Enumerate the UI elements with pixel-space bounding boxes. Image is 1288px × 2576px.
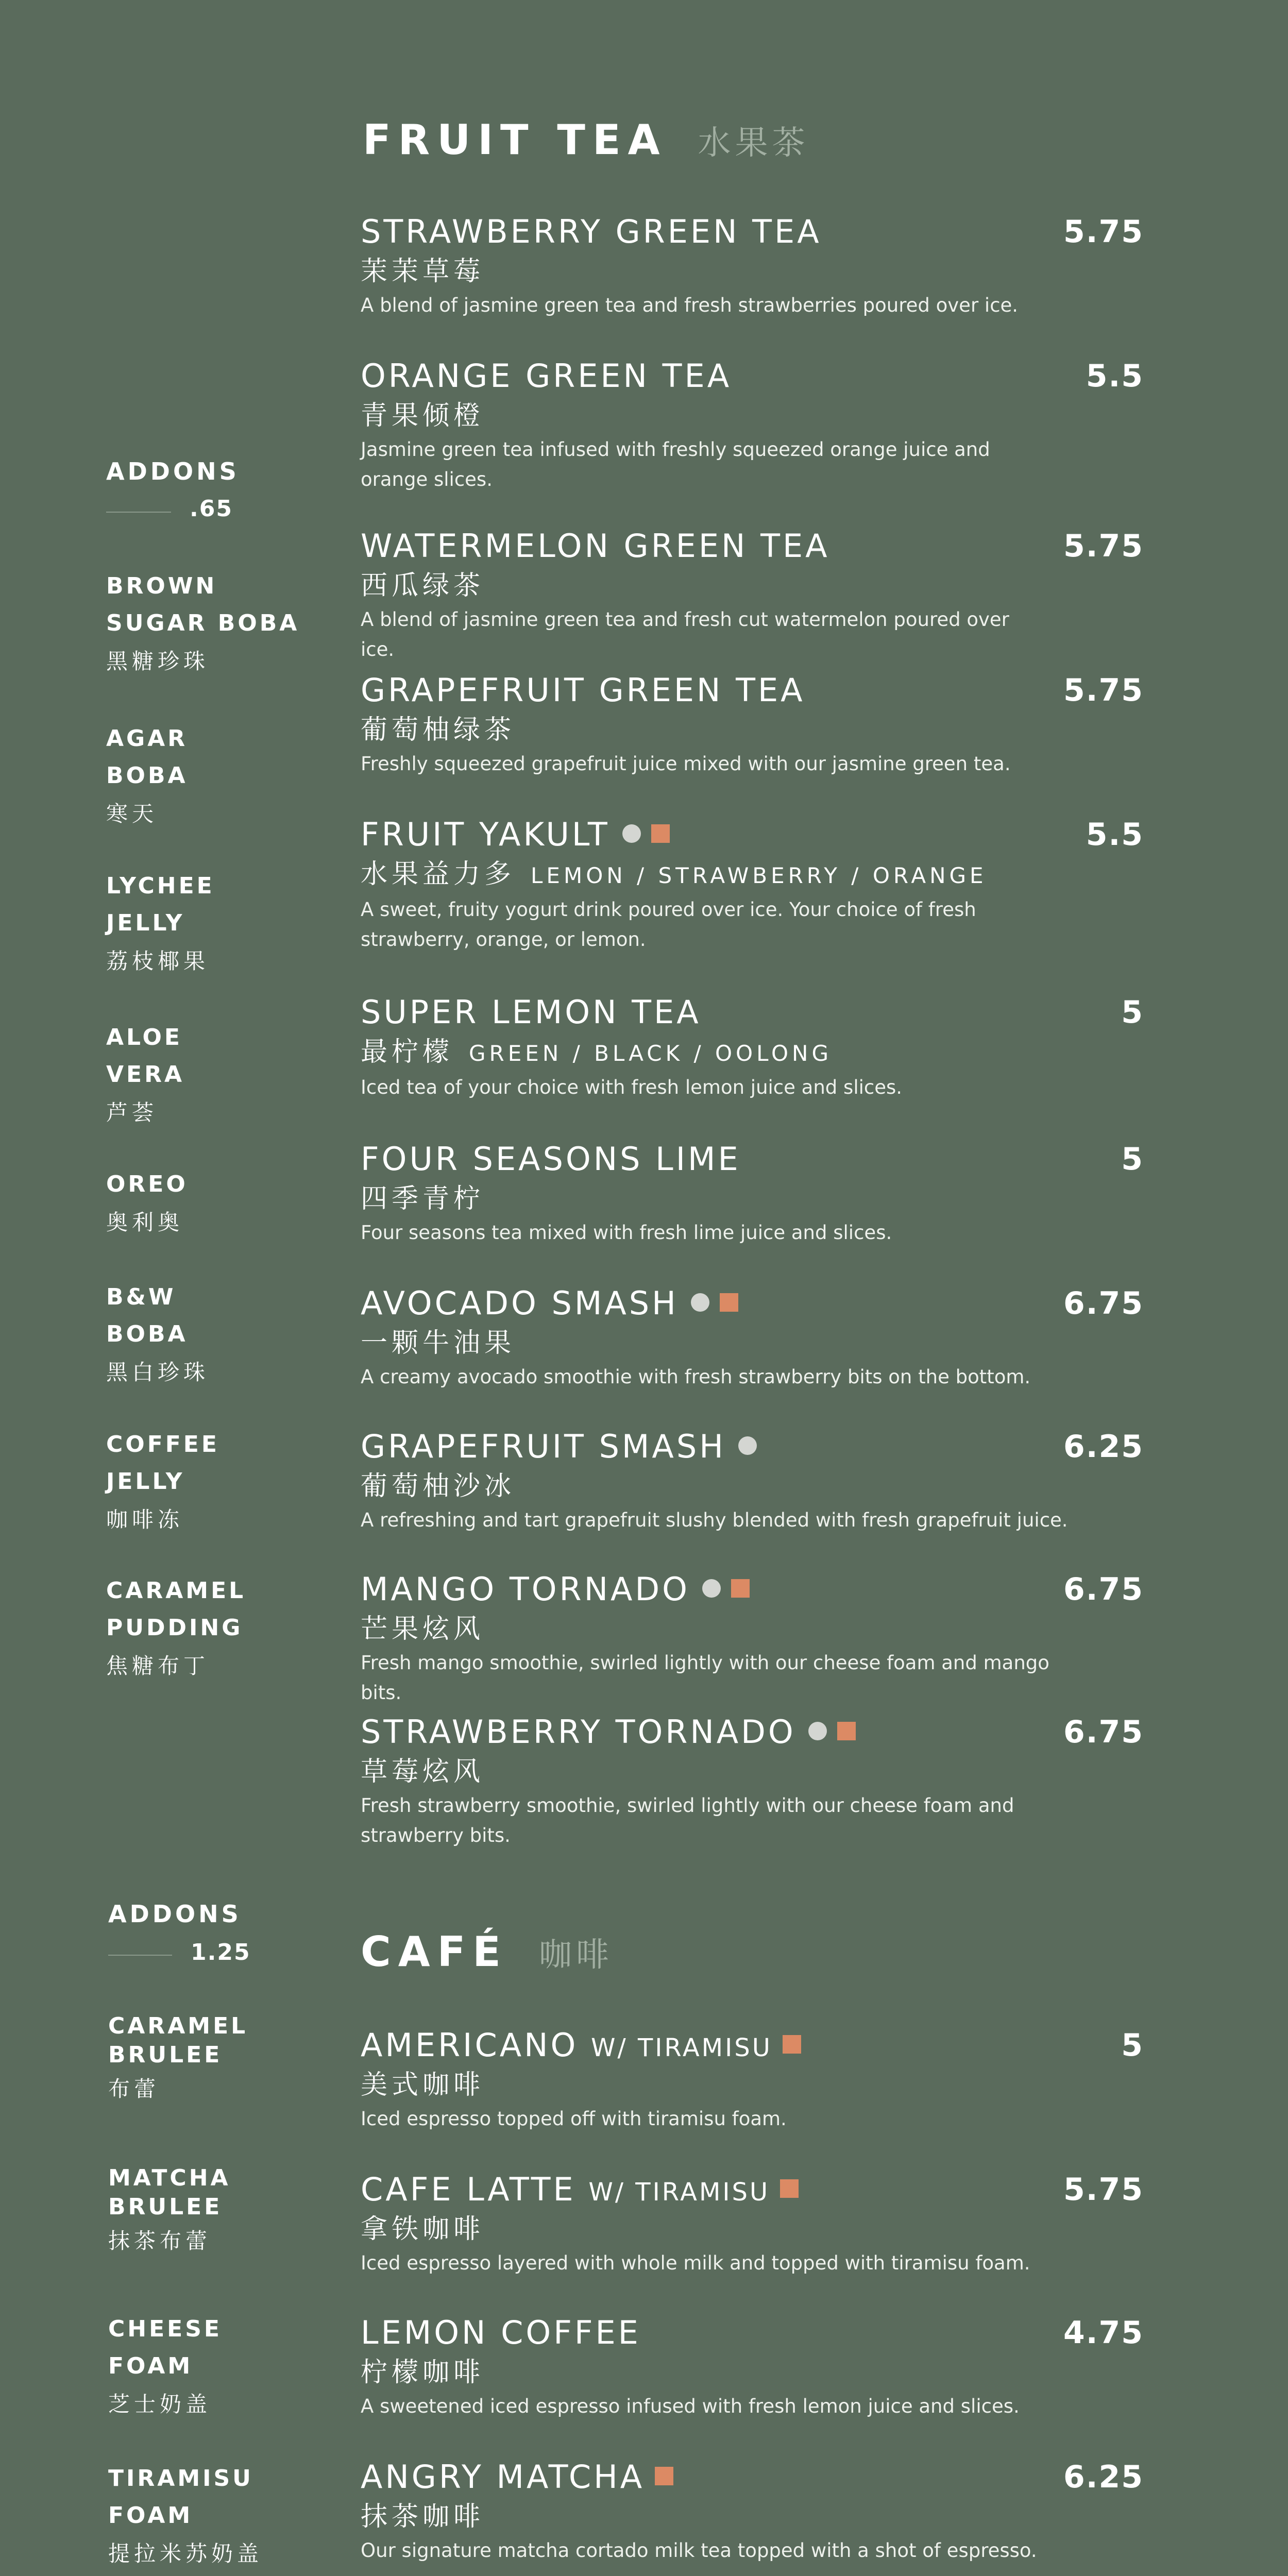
- circle-icon: [691, 1293, 709, 1312]
- item-description: A sweetened iced espresso infused with fresh lemon juice and slices.: [361, 2395, 1020, 2417]
- addon-name-zh: 抹茶布蕾: [108, 2228, 212, 2253]
- menu-item-cafe-latte: [361, 2169, 1144, 2278]
- addon-name: AGAR: [106, 725, 188, 752]
- item-name: GRAPEFRUIT GREEN TEA: [361, 671, 805, 709]
- item-name: CAFE LATTE: [361, 2171, 576, 2208]
- addon-name-zh: 奥利奥: [106, 1210, 184, 1235]
- item-price: 5.75: [1063, 672, 1144, 708]
- item-price: 5.5: [1086, 358, 1144, 394]
- item-name-zh: 水果益力多: [361, 859, 516, 890]
- section-title-text: CAFÉ: [361, 1928, 508, 1976]
- item-name-sub: W/ TIRAMISU: [588, 2178, 770, 2207]
- square-icon: [731, 1579, 750, 1598]
- item-name-zh: 柠檬咖啡: [361, 2357, 485, 2388]
- addons-heading: ADDONS: [106, 457, 240, 485]
- item-name: WATERMELON GREEN TEA: [361, 527, 830, 565]
- circle-icon: [702, 1579, 721, 1598]
- item-name: MANGO TORNADO: [361, 1570, 690, 1608]
- item-name-row: [361, 816, 670, 853]
- addon-name-zh: 黑糖珍珠: [106, 649, 210, 674]
- item-options: LEMON / STRAWBERRY / ORANGE: [531, 863, 987, 888]
- addons-heading: ADDONS: [108, 1900, 242, 1928]
- item-price: 6.25: [1063, 1429, 1144, 1465]
- addon-name-line2: FOAM: [108, 2502, 193, 2529]
- menu-item-orange-green-tea: [361, 355, 1144, 495]
- item-description: Freshly squeezed grapefruit juice mixed with our jasmine green tea.: [361, 753, 1011, 775]
- item-description: Fresh mango smoothie, swirled lightly with our cheese foam and mango bits.: [361, 1652, 1049, 1704]
- item-name-row: [361, 1713, 856, 1751]
- addon-aloe-vera: [106, 1019, 328, 1132]
- item-options: GREEN / BLACK / OOLONG: [469, 1041, 833, 1066]
- menu-item-grapefruit-green-tea: [361, 670, 1144, 779]
- circle-icon: [622, 824, 641, 843]
- addon-name-line2: JELLY: [106, 1468, 185, 1495]
- item-description: Our signature matcha cortado milk tea topped with a shot of espresso.: [361, 2539, 1037, 2562]
- menu-item-fruit-yakult: [361, 814, 1144, 955]
- item-name-zh: 葡萄柚绿茶: [361, 715, 516, 745]
- item-description: Iced tea of your choice with fresh lemon juice and slices.: [361, 1076, 903, 1098]
- item-name-zh: 四季青柠: [361, 1183, 485, 1214]
- addon-name-line2: BRULEE: [108, 2194, 223, 2220]
- addons-divider: [106, 512, 171, 513]
- item-name-sub: W/ TIRAMISU: [591, 2033, 772, 2062]
- item-price: 5.75: [1063, 528, 1144, 564]
- menu-item-super-lemon-tea: [361, 992, 1144, 1103]
- addon-name-zh: 黑白珍珠: [106, 1360, 210, 1385]
- item-name-zh: 芒果炫风: [361, 1614, 485, 1645]
- addon-lychee-jelly: [106, 868, 328, 981]
- addon-name-line2: JELLY: [106, 910, 185, 936]
- addon-name-line2: SUGAR BOBA: [106, 610, 300, 636]
- square-icon: [720, 1293, 738, 1312]
- menu-item-strawberry-tornado: [361, 1711, 1144, 1851]
- item-description: A sweet, fruity yogurt drink poured over ice. Your choice of fresh strawberry, orange, or lemon.: [361, 899, 976, 951]
- item-name-row: [361, 1570, 750, 1608]
- addon-name: MATCHA: [108, 2165, 231, 2191]
- section-title-text: FRUIT TEA: [363, 116, 667, 164]
- item-name: AMERICANO: [361, 2026, 579, 2064]
- circle-icon: [738, 1436, 757, 1455]
- menu-item-angry-matcha: [361, 2456, 1144, 2566]
- addon-brown-sugar-boba: [106, 568, 328, 681]
- addon-name: LYCHEE: [106, 873, 215, 899]
- item-name: GRAPEFRUIT SMASH: [361, 1428, 726, 1465]
- item-description: Fresh strawberry smoothie, swirled lightly with our cheese foam and strawberry bits.: [361, 1794, 1014, 1846]
- item-name-row: [361, 1284, 738, 1322]
- addon-name: CARAMEL: [108, 2013, 248, 2039]
- addons-price: 1.25: [191, 1939, 251, 1965]
- addon-tiramisu-foam: [108, 2460, 330, 2573]
- item-name: AVOCADO SMASH: [361, 1284, 679, 1322]
- section-title-zh: 水果茶: [698, 124, 809, 162]
- item-description: A refreshing and tart grapefruit slushy blended with fresh grapefruit juice.: [361, 1509, 1068, 1531]
- addon-name-zh: 布蕾: [108, 2076, 160, 2102]
- item-price: 6.25: [1063, 2459, 1144, 2495]
- item-price: 5: [1121, 1141, 1144, 1177]
- menu-item-four-seasons-lime: [361, 1139, 1144, 1248]
- item-price: 6.75: [1063, 1571, 1144, 1607]
- addon-name-zh: 芦荟: [106, 1100, 158, 1125]
- item-name-zh: 青果倾橙: [361, 400, 485, 431]
- circle-icon: [808, 1722, 827, 1740]
- addon-name: COFFEE: [106, 1431, 219, 1458]
- item-name: SUPER LEMON TEA: [361, 993, 701, 1031]
- addon-name-zh: 咖啡冻: [106, 1507, 184, 1532]
- addon-name: OREO: [106, 1171, 188, 1197]
- item-price: 4.75: [1063, 2315, 1144, 2351]
- square-icon: [783, 2035, 801, 2054]
- addon-name: BROWN: [106, 573, 217, 599]
- square-icon: [780, 2179, 799, 2198]
- addon-name-line2: VERA: [106, 1061, 185, 1088]
- item-name-zh: 最柠檬: [361, 1037, 454, 1067]
- item-description: Iced espresso topped off with tiramisu foam.: [361, 2108, 787, 2130]
- addon-name-zh: 寒天: [106, 801, 158, 826]
- item-name-zh-row: [361, 855, 1144, 895]
- item-description: Jasmine green tea infused with freshly squeezed orange juice and orange slices.: [361, 438, 990, 490]
- square-icon: [655, 2467, 673, 2485]
- item-description: A blend of jasmine green tea and fresh cut watermelon poured over ice.: [361, 608, 1009, 660]
- item-name: LEMON COFFEE: [361, 2314, 641, 2351]
- menu-item-mango-tornado: [361, 1569, 1144, 1708]
- addon-name-line2: BRULEE: [108, 2042, 223, 2068]
- addon-coffee-jelly: [106, 1426, 328, 1539]
- item-name: FOUR SEASONS LIME: [361, 1140, 741, 1178]
- addon-oreo: [106, 1166, 328, 1242]
- item-price: 5.5: [1086, 817, 1144, 853]
- addon-name: ALOE: [106, 1024, 182, 1050]
- menu-item-grapefruit-smash: [361, 1426, 1144, 1535]
- item-name-zh: 西瓜绿茶: [361, 570, 485, 601]
- addon-name-zh: 荔枝椰果: [106, 948, 210, 974]
- item-name-zh: 抹茶咖啡: [361, 2501, 485, 2532]
- addon-name-line2: PUDDING: [106, 1615, 243, 1641]
- item-name-zh: 美式咖啡: [361, 2070, 485, 2100]
- item-name-zh: 拿铁咖啡: [361, 2214, 485, 2245]
- section-title-cafe: [361, 1928, 613, 1976]
- item-name-zh: 草莓炫风: [361, 1756, 485, 1787]
- item-description: Iced espresso layered with whole milk and topped with tiramisu foam.: [361, 2252, 1030, 2274]
- addon-caramel-brulee: [108, 2012, 330, 2109]
- item-name: STRAWBERRY TORNADO: [361, 1713, 796, 1751]
- item-name-row: [361, 2458, 673, 2496]
- menu-item-avocado-smash: [361, 1283, 1144, 1392]
- item-price: 5: [1121, 2027, 1144, 2063]
- addons-divider: [108, 1955, 172, 1956]
- item-price: 5.75: [1063, 2172, 1144, 2208]
- item-description: A blend of jasmine green tea and fresh strawberries poured over ice.: [361, 294, 1019, 316]
- addon-name: B&W: [106, 1284, 176, 1310]
- square-icon: [837, 1722, 856, 1740]
- addon-name: CARAMEL: [106, 1578, 246, 1604]
- item-name-row: [361, 1428, 757, 1465]
- addon-name-line2: BOBA: [106, 762, 188, 789]
- addon-name-zh: 焦糖布丁: [106, 1653, 210, 1679]
- item-name: ANGRY MATCHA: [361, 2458, 645, 2496]
- menu-item-lemon-coffee: [361, 2312, 1144, 2421]
- addon-name: TIRAMISU: [108, 2465, 253, 2492]
- addon-name-zh: 提拉米苏奶盖: [108, 2541, 263, 2566]
- item-name: FRUIT YAKULT: [361, 816, 610, 853]
- menu-item-strawberry-green-tea: [361, 211, 1144, 320]
- addon-name: CHEESE: [108, 2316, 222, 2342]
- addons-price: .65: [190, 496, 233, 522]
- item-name-row: [361, 2026, 801, 2064]
- addon-matcha-brulee: [108, 2164, 330, 2261]
- addon-name-line2: BOBA: [106, 1321, 188, 1347]
- item-name: STRAWBERRY GREEN TEA: [361, 213, 822, 250]
- menu-item-americano: [361, 2025, 1144, 2134]
- menu-item-watermelon-green-tea: [361, 526, 1144, 665]
- item-price: 6.75: [1063, 1714, 1144, 1750]
- item-name-row: [361, 2171, 799, 2208]
- square-icon: [651, 824, 670, 843]
- item-name: ORANGE GREEN TEA: [361, 357, 732, 395]
- item-name-zh: 茉茉草莓: [361, 256, 485, 287]
- addon-agar-boba: [106, 720, 328, 834]
- addon-caramel-pudding: [106, 1572, 328, 1686]
- item-price: 5: [1121, 994, 1144, 1030]
- addon-name-zh: 芝士奶盖: [108, 2392, 212, 2417]
- addon-bw-boba: [106, 1279, 328, 1392]
- section-title-zh: 咖啡: [538, 1936, 613, 1974]
- item-description: A creamy avocado smoothie with fresh strawberry bits on the bottom.: [361, 1366, 1031, 1388]
- item-price: 5.75: [1063, 214, 1144, 250]
- addon-cheese-foam: [108, 2311, 330, 2424]
- item-name-zh: 一颗牛油果: [361, 1328, 516, 1359]
- addon-name-line2: FOAM: [108, 2353, 193, 2379]
- item-name-zh: 葡萄柚沙冰: [361, 1471, 516, 1502]
- item-price: 6.75: [1063, 1285, 1144, 1321]
- item-description: Four seasons tea mixed with fresh lime juice and slices.: [361, 1222, 892, 1244]
- item-name-zh-row: [361, 1033, 1144, 1073]
- section-title-fruit-tea: [363, 116, 809, 164]
